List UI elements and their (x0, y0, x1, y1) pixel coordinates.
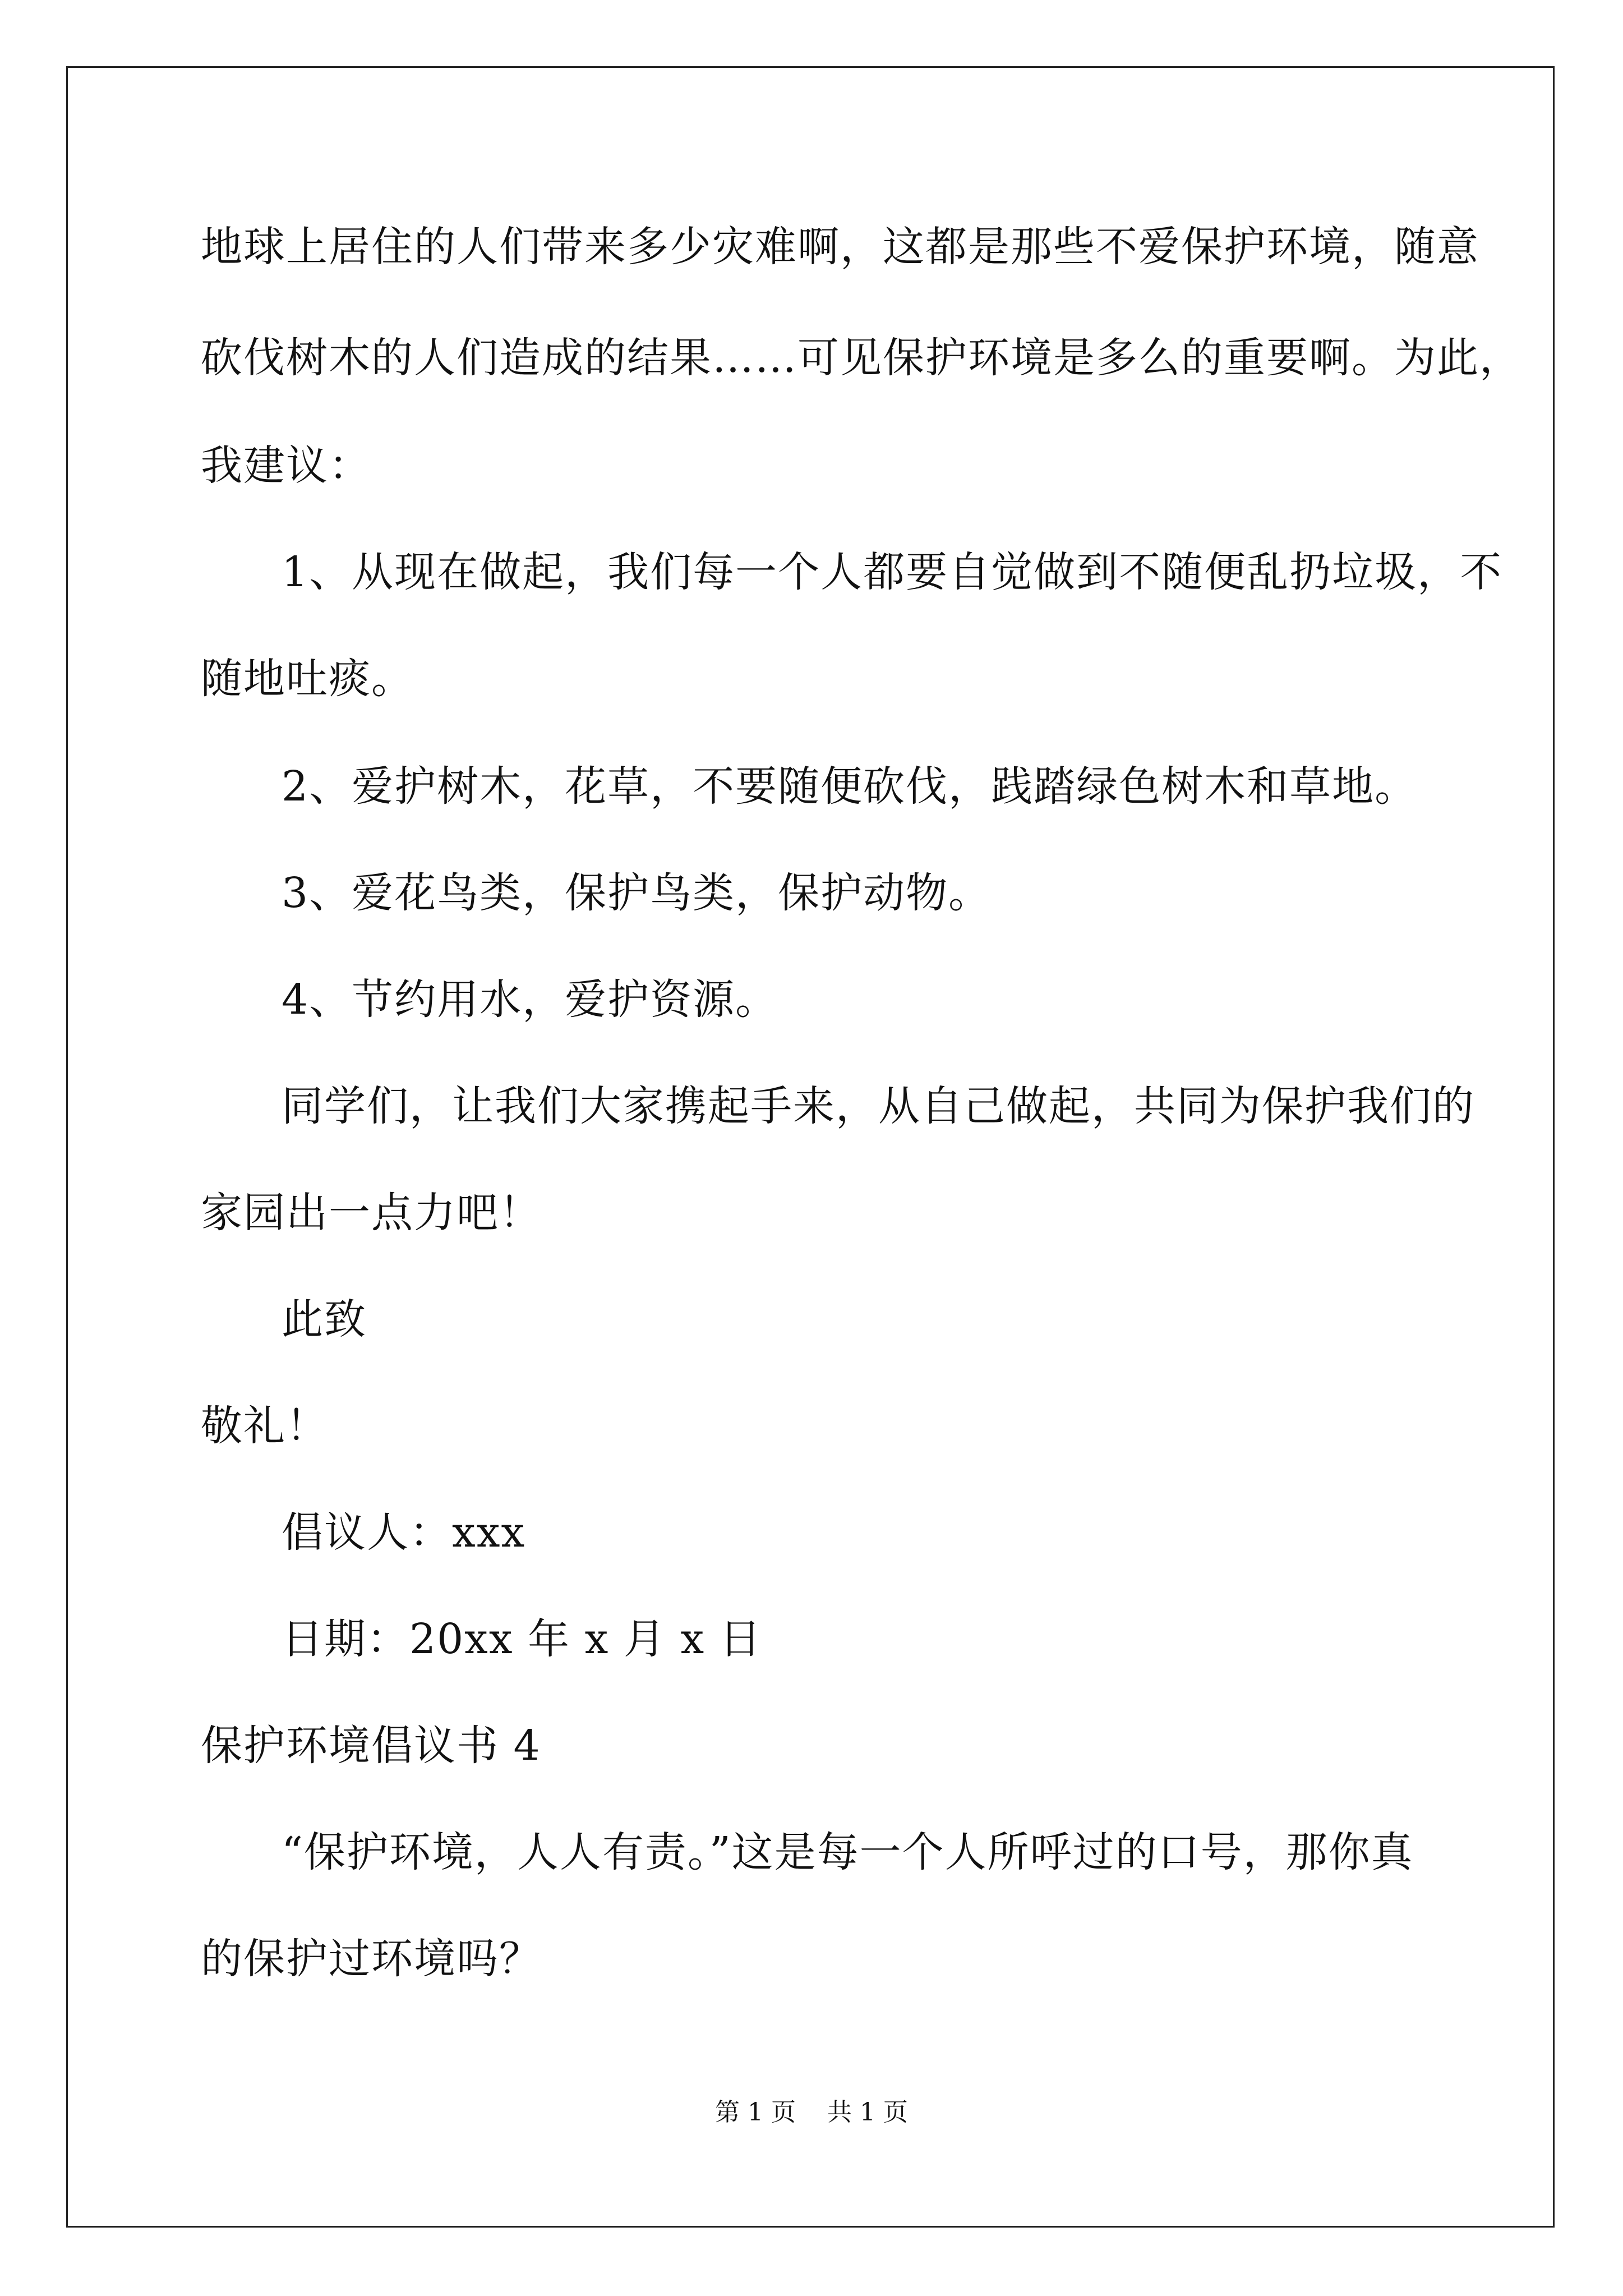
body-line-1: 地球上居住的人们带来多少灾难啊，这都是那些不爱保护环境，随意 (201, 223, 1479, 271)
section-body-line-2: 的保护过环境吗？ (201, 1935, 542, 1983)
signer: 倡议人：xxx (282, 1508, 526, 1557)
section-title: 保护环境倡议书 4 (201, 1722, 541, 1770)
date-line: 日期：20xx 年 x 月 x 日 (282, 1615, 762, 1663)
suggestion-2: 2、爱护树木，花草，不要随便砍伐，践踏绿色树木和草地。 (282, 762, 1418, 811)
suggestion-1-line-1: 1、从现在做起，我们每一个人都要自觉做到不随便乱扔垃圾，不 (282, 548, 1503, 596)
body-line-2: 砍伐树木的人们造成的结果……可见保护环境是多么的重要啊。为此， (201, 334, 1522, 382)
body-line-3: 我建议： (201, 441, 371, 490)
suggestion-1-line-2: 随地吐痰。 (201, 655, 414, 703)
suggestion-3: 3、爱花鸟类，保护鸟类，保护动物。 (282, 869, 992, 917)
appeal-line-1: 同学们，让我们大家携起手来，从自己做起，共同为保护我们的 (282, 1082, 1475, 1130)
closing-salutation: 此致 (282, 1295, 367, 1343)
appeal-line-2: 家园出一点力吧！ (201, 1189, 542, 1237)
page-border (66, 66, 1555, 2228)
page-footer: 第 1 页 共 1 页 (715, 2098, 908, 2127)
closing-regards: 敬礼！ (201, 1402, 329, 1450)
section-body-line-1: “保护环境，人人有责。”这是每一个人所呼过的口号，那你真 (282, 1828, 1414, 1876)
suggestion-4: 4、节约用水，爱护资源。 (282, 976, 778, 1024)
